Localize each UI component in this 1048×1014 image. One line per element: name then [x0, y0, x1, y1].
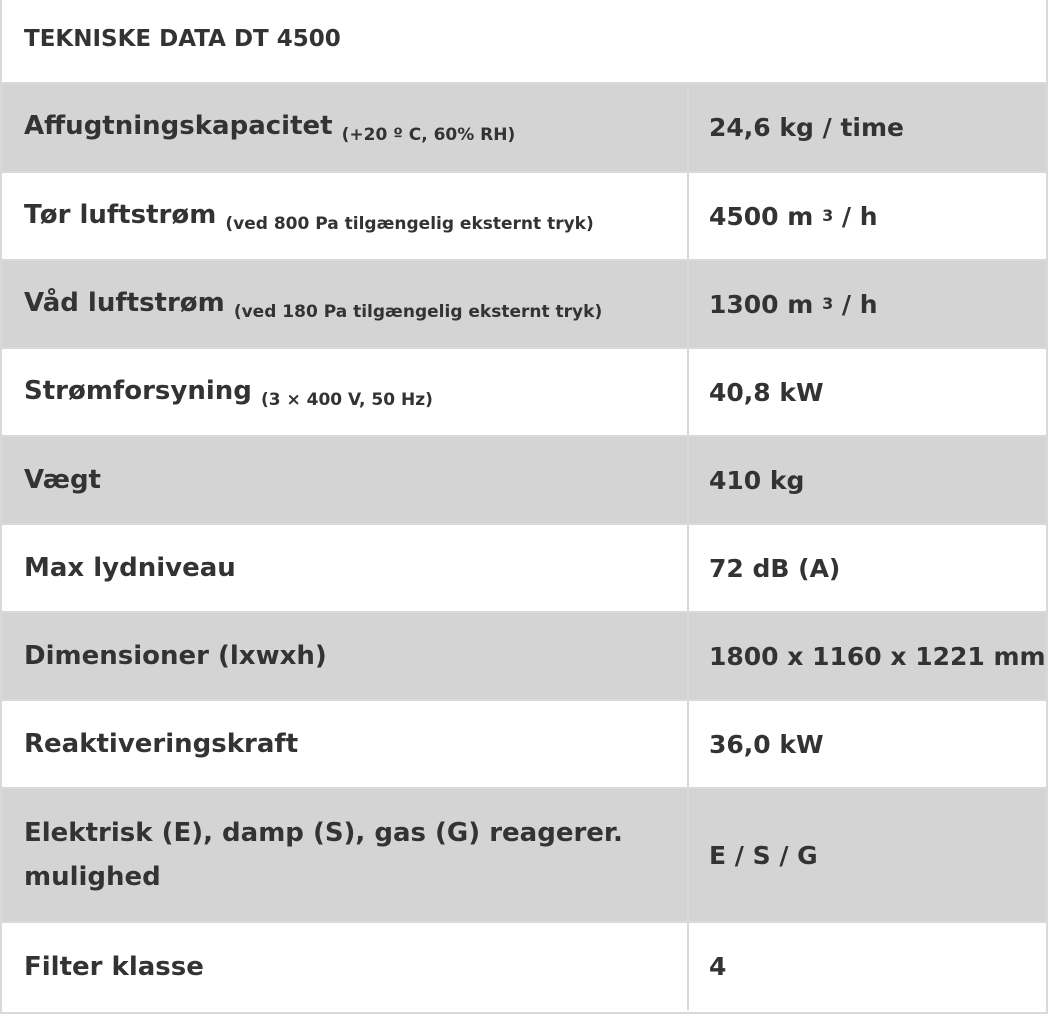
spec-note: (ved 800 Pa tilgængelig eksternt tryk): [225, 213, 594, 234]
superscript: 3: [822, 293, 834, 313]
spec-label: Dimensioner (lxwxh): [2, 612, 688, 700]
spec-row-filter-class: [2, 922, 1046, 1010]
spec-value: 72 dB (A): [688, 524, 1046, 612]
spec-note: (3 × 400 V, 50 Hz): [260, 389, 433, 410]
spec-label: Affugtningskapacitet $_{(+20 º C, 60\% RH)}$: [2, 84, 688, 172]
spec-label: Elektrisk (E), damp (S), gas (G) reagerer. mulighed: [2, 788, 688, 922]
spec-label: Filter klasse: [2, 922, 688, 1010]
spec-row-dimensions: [2, 612, 1046, 700]
spec-note: (+20 º C, 60% RH): [341, 125, 516, 145]
spec-title-text: TEKNISKE DATA DT 4500: [24, 26, 341, 52]
spec-row-weight: [2, 436, 1046, 524]
spec-title: [2, 0, 1046, 84]
spec-value: 1300 m $^3$ / h: [688, 260, 1046, 348]
spec-row-dry-airflow: [2, 172, 1046, 260]
spec-note: (ved 180 Pa tilgængelig eksternt tryk): [233, 301, 603, 322]
spec-value: 36,0 kW: [688, 700, 1046, 788]
spec-value: 410 kg: [688, 436, 1046, 524]
spec-value: 24,6 kg / time: [688, 84, 1046, 172]
spec-row-noise: [2, 524, 1046, 612]
spec-value: E / S / G: [688, 788, 1046, 922]
spec-row-power-supply: [2, 348, 1046, 436]
spec-label: Vægt: [2, 436, 688, 524]
spec-table: [2, 84, 1046, 1010]
spec-value: 40,8 kW: [688, 348, 1046, 436]
spec-value: 1800 x 1160 x 1221 mm: [688, 612, 1046, 700]
spec-label: Tør luftstrøm $_{(ved 800 Pa tilgængelig eksternt tryk)}$: [2, 172, 688, 260]
spec-label: Reaktiveringskraft: [2, 700, 688, 788]
spec-row-reactivation: [2, 700, 1046, 788]
superscript: 3: [822, 205, 834, 225]
spec-row-reactivation-options: [2, 788, 1046, 922]
spec-row-capacity: [2, 84, 1046, 172]
spec-value: 4500 m $^3$ / h: [688, 172, 1046, 260]
spec-label: Strømforsyning $_{(3 \times 400 V, 50 Hz)}$: [2, 348, 688, 436]
spec-row-wet-airflow: [2, 260, 1046, 348]
spec-value: 4: [688, 922, 1046, 1010]
spec-label: Max lydniveau: [2, 524, 688, 612]
spec-label: Våd luftstrøm $_{(ved 180 Pa tilgængelig eksternt tryk)}$: [2, 260, 688, 348]
